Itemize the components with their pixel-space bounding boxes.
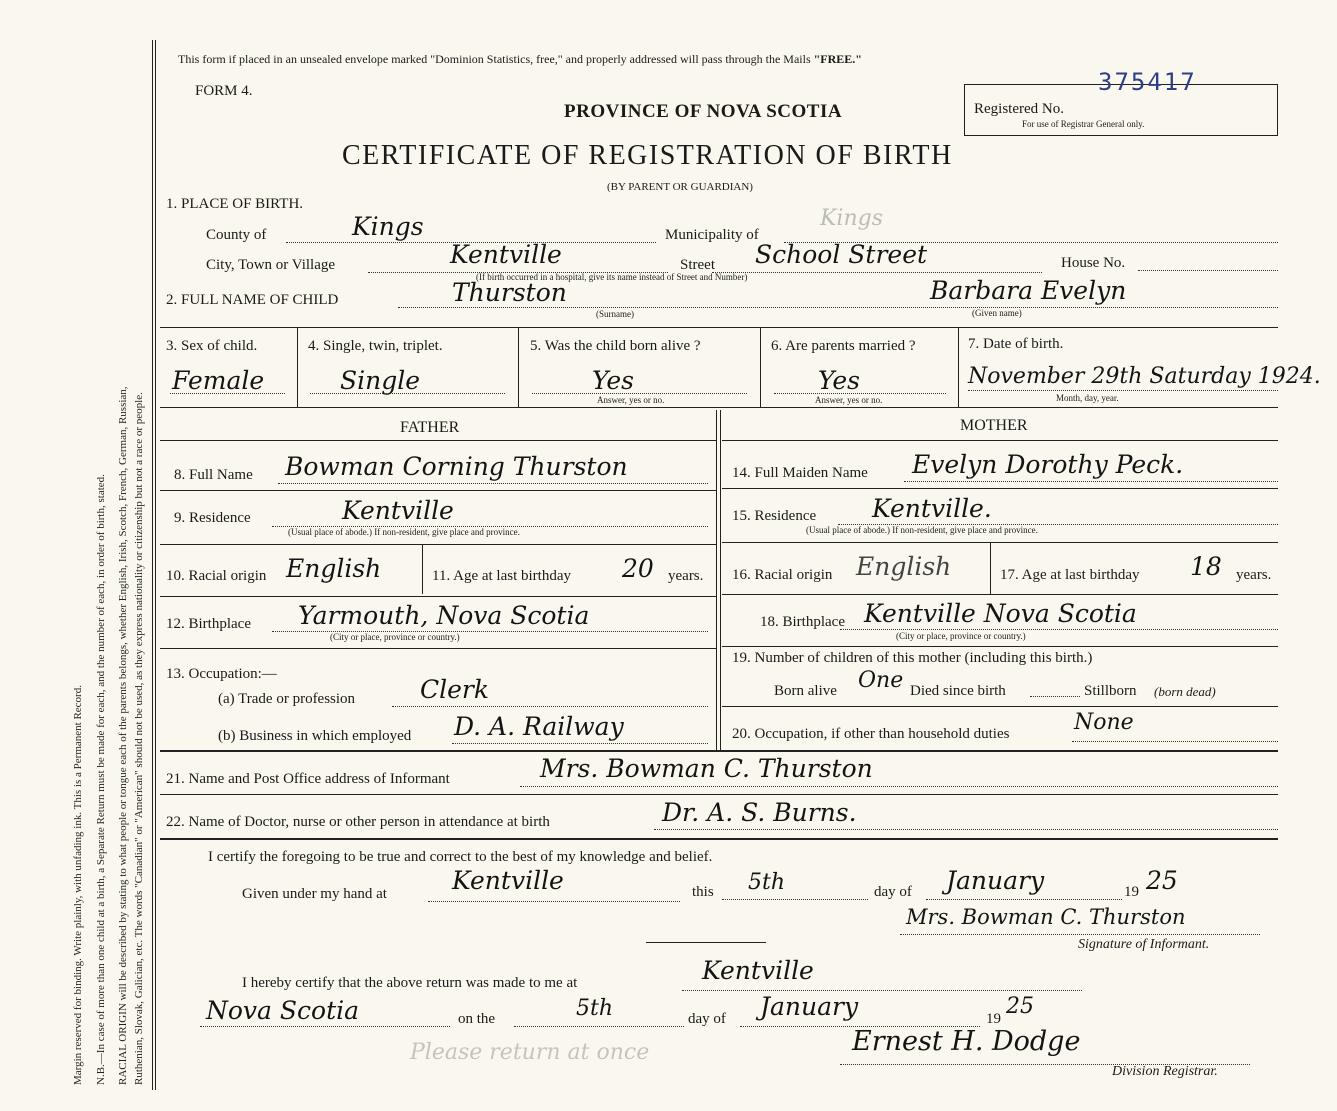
certify-year-prefix: 19	[1124, 884, 1139, 900]
street-label: Street	[680, 257, 715, 273]
father-name-label: 8. Full Name	[174, 467, 253, 483]
row-divider-2	[518, 327, 519, 407]
father-trade-line	[392, 706, 708, 707]
registrar-month-value: January	[760, 992, 859, 1021]
sex-line	[170, 393, 285, 394]
stillborn-note: (born dead)	[1154, 684, 1216, 699]
dob-label: 7. Date of birth.	[968, 336, 1064, 352]
doctor-label: 22. Name of Doctor, nurse or other person in attendance at birth	[166, 814, 550, 830]
alive-note: Answer, yes or no.	[597, 395, 665, 405]
registrar-year-prefix: 19	[986, 1011, 1001, 1027]
informant-signature-line	[900, 934, 1260, 935]
rule-18	[722, 646, 1278, 647]
mother-occupation-line	[1072, 741, 1278, 742]
row-rule-bottom	[160, 407, 1278, 408]
dob-line	[968, 390, 1278, 391]
father-business-line	[452, 743, 708, 744]
certify-day-line	[722, 899, 868, 900]
married-line	[774, 393, 946, 394]
died-line	[1030, 696, 1080, 697]
certificate-subtitle: (BY PARENT OR GUARDIAN)	[607, 181, 753, 193]
mother-age-years: years.	[1236, 567, 1272, 583]
fm-rule-top-m	[722, 440, 1278, 441]
certify-given-label: Given under my hand at	[242, 886, 387, 902]
registered-no-stamp: 375417	[1098, 68, 1197, 96]
mother-heading: MOTHER	[960, 417, 1028, 434]
mother-age-label: 17. Age at last birthday	[1000, 567, 1140, 583]
father-residence-label: 9. Residence	[174, 510, 251, 526]
informant-signature-label: Signature of Informant.	[1078, 937, 1210, 952]
mother-residence-label: 15. Residence	[732, 508, 817, 524]
margin-rule	[152, 40, 153, 1090]
house-line	[1138, 270, 1278, 271]
registrar-signature: Ernest H. Dodge	[852, 1026, 1081, 1057]
street-line	[712, 272, 1042, 273]
fm-divider-2	[720, 410, 721, 750]
registered-no-label: Registered No.	[974, 101, 1064, 117]
father-racial-divider	[422, 544, 423, 594]
margin-rule-inner	[155, 40, 156, 1090]
certify-day-value: 5th	[748, 870, 786, 895]
mother-name-value: Evelyn Dorothy Peck.	[912, 450, 1184, 479]
row-rule-top	[160, 327, 1278, 328]
rule-9	[160, 544, 716, 545]
row-divider-4	[958, 327, 959, 407]
mother-birthplace-line	[840, 629, 1278, 630]
municipality-label: Municipality of	[665, 227, 759, 243]
child-given-note: (Given name)	[972, 308, 1022, 318]
street-value: School Street	[755, 240, 928, 269]
father-age-years: years.	[668, 568, 704, 584]
sex-label: 3. Sex of child.	[166, 338, 258, 354]
mail-free: "FREE."	[813, 52, 862, 66]
mother-residence-note: (Usual place of abode.) If non-resident, give place and province.	[806, 525, 1038, 535]
certify-this-label: this	[692, 884, 714, 900]
alive-label: 5. Was the child born alive ?	[530, 338, 701, 354]
certificate-title: CERTIFICATE OF REGISTRATION OF BIRTH	[342, 140, 953, 171]
alive-line	[532, 393, 747, 394]
registrar-year-suffix: 25	[1006, 994, 1034, 1019]
mother-racial-label: 16. Racial origin	[732, 567, 833, 583]
registrar-statement: I hereby certify that the above return was made to me at	[242, 975, 578, 991]
row-divider-1	[297, 327, 298, 407]
house-label: House No.	[1061, 255, 1126, 271]
father-age-value: 20	[622, 554, 654, 583]
single-line	[310, 393, 505, 394]
father-trade-label: (a) Trade or profession	[218, 691, 356, 707]
registrar-place-line	[682, 990, 1082, 991]
father-birthplace-value: Yarmouth, Nova Scotia	[298, 601, 590, 630]
registrar-faint-note: Please return at once	[410, 1040, 650, 1065]
mother-children-label: 19. Number of children of this mother (including this birth.)	[732, 650, 1093, 666]
province-heading: PROVINCE OF NOVA SCOTIA	[564, 101, 843, 122]
informant-label: 21. Name and Post Office address of Informant	[166, 771, 450, 787]
informant-value: Mrs. Bowman C. Thurston	[540, 754, 873, 783]
father-age-label: 11. Age at last birthday	[432, 568, 571, 584]
mother-age-value: 18	[1190, 552, 1222, 581]
alive-value: Yes	[592, 366, 634, 395]
doctor-value: Dr. A. S. Burns.	[662, 798, 857, 827]
certify-year-suffix: 25	[1146, 866, 1178, 895]
father-racial-value: English	[286, 554, 382, 583]
registrar-day-of-label: day of	[688, 1011, 726, 1027]
rule-21	[160, 794, 1278, 795]
mother-racial-divider	[990, 542, 991, 594]
mail-notice: This form if placed in an unsealed envelope marked "Dominion Statistics, free," and properly addressed will pass through the Mails "FREE."	[178, 52, 862, 66]
certify-statement: I certify the foregoing to be true and correct to the best of my knowledge and belief.	[208, 849, 713, 865]
mother-racial-value: English	[856, 552, 952, 581]
child-given-name: Barbara Evelyn	[930, 276, 1127, 305]
stillborn-label: Stillborn	[1084, 683, 1137, 699]
mother-birthplace-value: Kentville Nova Scotia	[864, 599, 1137, 628]
registrar-signature-label: Division Registrar.	[1112, 1064, 1218, 1079]
certify-separator	[646, 942, 766, 943]
registrar-province-line	[200, 1026, 450, 1027]
father-name-line	[278, 483, 708, 484]
married-note: Answer, yes or no.	[815, 395, 883, 405]
informant-line	[520, 786, 1278, 787]
father-birthplace-note: (City or place, province or country.)	[330, 632, 460, 642]
single-value: Single	[340, 366, 421, 395]
margin-binding-note: Margin reserved for binding. Write plainly, with unfading ink. This is a Permanent Record.	[72, 685, 84, 1085]
informant-signature: Mrs. Bowman C. Thurston	[906, 905, 1186, 929]
father-birthplace-label: 12. Birthplace	[166, 616, 251, 632]
rule-8	[160, 490, 716, 491]
father-occupation-label: 13. Occupation:—	[166, 666, 277, 682]
mother-name-line	[904, 481, 1278, 482]
child-name-label: 2. FULL NAME OF CHILD	[166, 292, 339, 308]
row-divider-3	[760, 327, 761, 407]
father-business-value: D. A. Railway	[454, 712, 624, 741]
dob-value: November 29th Saturday 1924.	[968, 364, 1321, 389]
rule-10	[160, 596, 716, 597]
margin-racial-note-2: Ruthenian, Slovak, Galician, etc. The words "Canadian" or "American" should not be used, as they express nationality or citizenship but not a race or people.	[133, 392, 145, 1085]
registrar-province-value: Nova Scotia	[206, 996, 360, 1025]
registrar-place-value: Kentville	[702, 956, 814, 985]
father-business-label: (b) Business in which employed	[218, 728, 412, 744]
county-value: Kings	[352, 212, 424, 241]
fm-divider	[716, 410, 717, 750]
died-label: Died since birth	[910, 683, 1006, 699]
registrar-day-value: 5th	[576, 996, 614, 1021]
mother-birthplace-label: 18. Birthplace	[760, 614, 845, 630]
father-name-value: Bowman Corning Thurston	[285, 452, 628, 481]
hospital-note: (If birth occurred in a hospital, give its name instead of Street and Number)	[476, 272, 748, 282]
child-name-line	[398, 307, 1278, 308]
registrar-day-line	[514, 1026, 684, 1027]
rule-12	[160, 648, 716, 649]
form-number: FORM 4.	[195, 83, 253, 99]
fm-rule-top	[160, 440, 716, 441]
father-heading: FATHER	[400, 419, 460, 436]
city-value: Kentville	[450, 240, 562, 269]
doctor-line	[654, 829, 1278, 830]
mother-occupation-label: 20. Occupation, if other than household duties	[732, 726, 1010, 742]
sex-value: Female	[172, 366, 265, 395]
municipality-value: Kings	[820, 206, 884, 231]
child-surname: Thurston	[452, 278, 567, 307]
born-alive-value: One	[858, 668, 904, 693]
registrar-on-the-label: on the	[458, 1011, 496, 1027]
mother-occupation-value: None	[1074, 710, 1134, 735]
married-label: 6. Are parents married ?	[771, 338, 916, 354]
father-residence-note: (Usual place of abode.) If non-resident, give place and province.	[288, 527, 520, 537]
certify-given-place: Kentville	[452, 866, 564, 895]
certify-day-of-label: day of	[874, 884, 912, 900]
father-trade-value: Clerk	[420, 675, 490, 704]
father-racial-label: 10. Racial origin	[166, 568, 267, 584]
certify-place-line	[428, 901, 680, 902]
certify-month-value: January	[946, 866, 1045, 895]
single-label: 4. Single, twin, triplet.	[308, 338, 443, 354]
rule-16	[722, 594, 1278, 595]
mother-residence-value: Kentville.	[872, 494, 992, 523]
place-of-birth-label: 1. PLACE OF BIRTH.	[166, 196, 304, 212]
mother-birthplace-note: (City or place, province or country.)	[896, 631, 1026, 641]
married-value: Yes	[818, 366, 860, 395]
certify-month-line	[926, 899, 1122, 900]
margin-racial-note-1: RACIAL ORIGIN will be described by stating to what people or tongue each of the parents belongs, whether English, Irish, Scotch, French, German, Russian,	[117, 386, 129, 1085]
rule-20	[160, 750, 1278, 752]
father-residence-value: Kentville	[342, 496, 454, 525]
rule-22	[160, 838, 1278, 840]
city-label: City, Town or Village	[206, 257, 336, 273]
rule-14	[722, 488, 1278, 489]
rule-19	[722, 706, 1278, 707]
rule-15	[722, 542, 1278, 543]
dob-note: Month, day, year.	[1056, 393, 1119, 403]
margin-nb-note: N.B.—In case of more than one child at a birth, a Separate Return must be made for each, and the number of each, in order of birth, stated.	[95, 474, 107, 1085]
registered-no-note: For use of Registrar General only.	[1022, 119, 1145, 129]
child-surname-note: (Surname)	[596, 309, 634, 319]
county-label: County of	[206, 227, 267, 243]
mother-name-label: 14. Full Maiden Name	[732, 465, 868, 481]
born-alive-label: Born alive	[774, 683, 837, 699]
